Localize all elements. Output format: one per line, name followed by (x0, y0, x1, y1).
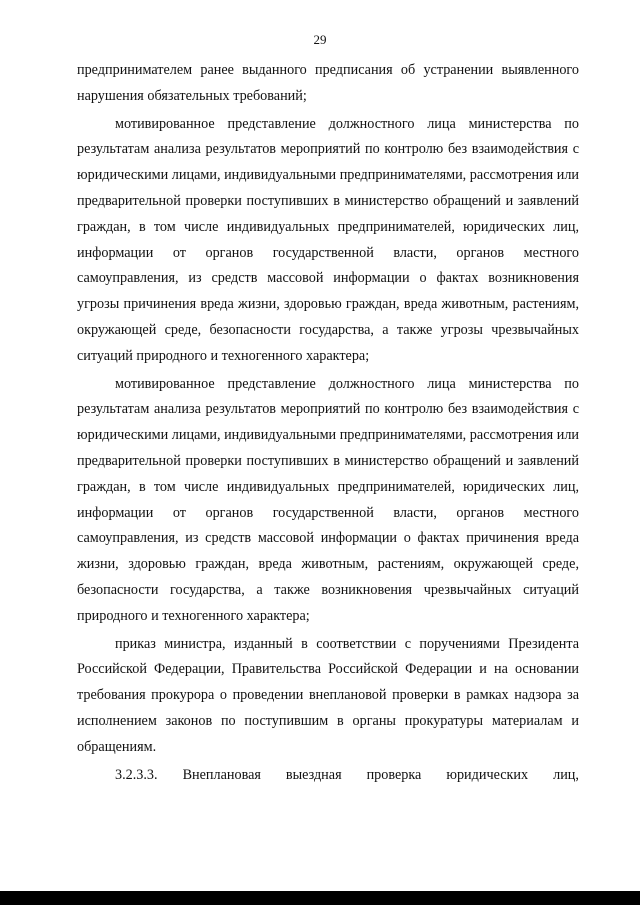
section-number: 3.2.3.3. (115, 766, 158, 783)
section-word: юридических (446, 766, 529, 783)
document-body (77, 58, 579, 788)
paragraph-3: мотивированное представление должностного лица министерства по результатам анализа результатов мероприятий по контролю без взаимодействия с юридическими лицами, индивидуальными предпринимателями, рассмотрения или предварительной проверки поступивших в министерство обращений и заявлений граждан, в том числе индивидуальных предпринимателей, юридических лиц, информации от органов государственной власти, органов местного самоуправления, из средств массовой информации о фактах причинения вреда жизни, здоровью граждан, вреда животным, растениям, окружающей среде, безопасности государства, а также возникновения чрезвычайных ситуаций природного и техногенного характера; (77, 375, 579, 624)
paragraph-1: предпринимателем ранее выданного предписания об устранении выявленного нарушения обязательных требований; (77, 62, 579, 104)
page-number: 29 (313, 32, 327, 47)
section-heading-line (77, 763, 579, 789)
paragraph-4: приказ министра, изданный в соответствии с поручениями Президента Российской Федерации, Правительства Российской Федерации и на основании требования прокурора о проведении внеплановой проверки в рамках надзора за исполнением законов по поступившим в органы прокуратуры материалам и обращениям. (77, 635, 579, 755)
section-word: проверка (366, 766, 422, 783)
section-word: Внеплановая (182, 766, 261, 783)
paragraph-2: мотивированное представление должностного лица министерства по результатам анализа результатов мероприятий по контролю без взаимодействия с юридическими лицами, индивидуальными предпринимателями, рассмотрения или предварительной проверки поступивших в министерство обращений и заявлений граждан, в том числе индивидуальных предпринимателей, юридических лиц, информации от органов государственной власти, органов местного самоуправления, из средств массовой информации о фактах возникновения угрозы причинения вреда жизни, здоровью граждан, вреда животным, растениям, окружающей среде, безопасности государства, а также угрозы чрезвычайных ситуаций природного и техногенного характера; (77, 115, 579, 364)
section-word: выездная (285, 766, 342, 783)
scan-bottom-edge (0, 891, 640, 905)
section-word: лиц, (553, 766, 579, 783)
